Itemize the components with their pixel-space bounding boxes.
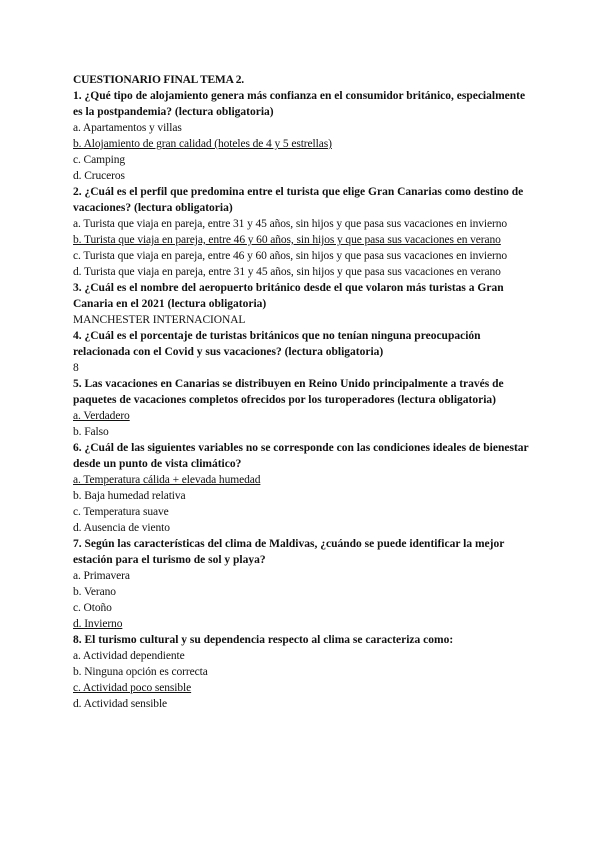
question-block [73,376,533,440]
question-block [73,88,533,184]
answer-option-selected: b. Turista que viaja en pareja, entre 46 y 60 años, sin hijos y que pasa sus vacaciones en verano [73,234,501,246]
answer-option: a. Primavera [73,570,130,582]
answer-option: d. Turista que viaja en pareja, entre 31 y 45 años, sin hijos y que pasa sus vacaciones en verano [73,266,501,278]
answer-option: b. Verano [73,586,116,598]
document-title: CUESTIONARIO FINAL TEMA 2. [73,74,244,86]
question-block [73,184,533,280]
question-text: 4. ¿Cuál es el porcentaje de turistas británicos que no tenían ninguna preocupación relacionada con el Covid y sus vacaciones? (lectura obligatoria) [73,330,481,358]
question-text: 8. El turismo cultural y su dependencia respecto al clima se caracteriza como: [73,634,454,646]
answer-option: a. Apartamentos y villas [73,122,182,134]
answer-option-selected: c. Actividad poco sensible [73,682,192,694]
question-text: 6. ¿Cuál de las siguientes variables no se corresponde con las condiciones ideales de bienestar desde un punto de vista climático? [73,442,529,470]
question-block [73,328,533,376]
answer-option: b. Ninguna opción es correcta [73,666,208,678]
quiz-content [73,72,533,712]
written-answer: 8 [73,362,79,374]
answer-option: b. Falso [73,426,109,438]
question-block [73,536,533,632]
answer-option: d. Actividad sensible [73,698,168,710]
question-text: 7. Según las características del clima de Maldivas, ¿cuándo se puede identificar la mejor estación para el turismo de sol y playa? [73,538,505,566]
answer-option: c. Turista que viaja en pareja, entre 46 y 60 años, sin hijos y que pasa sus vacaciones en invierno [73,250,508,262]
question-text: 2. ¿Cuál es el perfil que predomina entre el turista que elige Gran Canarias como destino de vacaciones? (lectura obligatoria) [73,186,524,214]
answer-option: d. Ausencia de viento [73,522,170,534]
answer-option-selected: b. Alojamiento de gran calidad (hoteles de 4 y 5 estrellas) [73,138,332,150]
answer-option: d. Cruceros [73,170,125,182]
question-text: 5. Las vacaciones en Canarias se distribuyen en Reino Unido principalmente a través de paquetes de vacaciones completos ofrecidos por los turoperadores (lectura obligatoria) [73,378,504,406]
answer-option: b. Baja humedad relativa [73,490,186,502]
answer-option: c. Camping [73,154,126,166]
answer-option-selected: a. Temperatura cálida + elevada humedad [73,474,261,486]
answer-option: c. Otoño [73,602,112,614]
question-block [73,280,533,328]
answer-option: a. Actividad dependiente [73,650,185,662]
question-block [73,440,533,536]
question-text: 1. ¿Qué tipo de alojamiento genera más confianza en el consumidor británico, especialmente es la postpandemia? (lectura obligatoria) [73,90,526,118]
answer-option: a. Turista que viaja en pareja, entre 31 y 45 años, sin hijos y que pasa sus vacaciones en invierno [73,218,508,230]
answer-option-selected: d. Invierno [73,618,123,630]
question-text: 3. ¿Cuál es el nombre del aeropuerto británico desde el que volaron más turistas a Gran Canaria en el 2021 (lectura obligatoria) [73,282,504,310]
answer-option-selected: a. Verdadero [73,410,130,422]
written-answer: MANCHESTER INTERNACIONAL [73,314,246,326]
question-block [73,632,533,712]
answer-option: c. Temperatura suave [73,506,169,518]
